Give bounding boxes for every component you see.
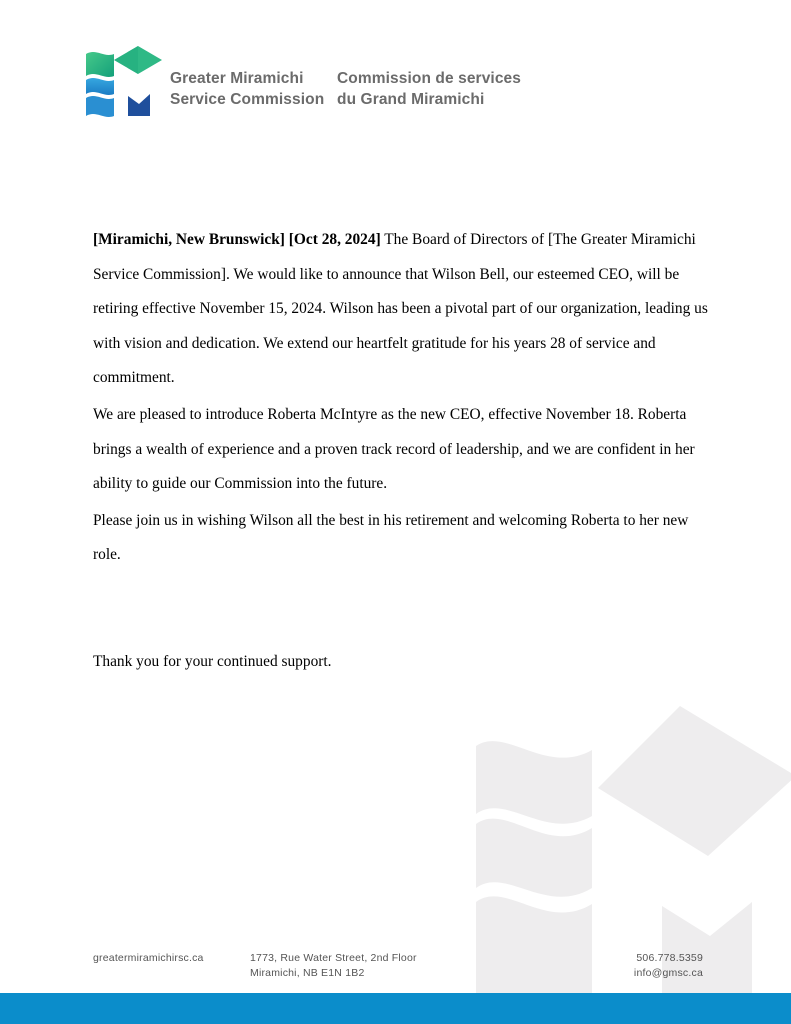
paragraph-announcement-text: The Board of Directors of [The Greater Miramichi Service Commission]. We would like to announce that Wilson Bell, our esteemed CEO, will be retiring effective November 15, 2024. Wilson has been a pivotal part of our organization, leading us with vision and dedication. We extend our heartfelt gratitude for his years 28 of service and commitment. [93,231,708,387]
dateline-place: [Miramichi, New Brunswick] [93,231,285,248]
org-name-english [170,68,324,110]
address-line-2: Miramichi, NB E1N 1B2 [250,967,365,979]
paragraph-announcement [93,223,713,396]
closing-line: Thank you for your continued support. [93,653,332,670]
dateline-date: [Oct 28, 2024] [288,231,381,248]
footer-address [250,951,417,981]
org-name-en-line2: Service Commission [170,91,325,108]
phone-number: 506.778.5359 [636,952,703,964]
paragraph-wishes: Please join us in wishing Wilson all the best in his retirement and welcoming Roberta to her new role. [93,511,689,564]
email-link[interactable]: info@gmsc.ca [633,967,703,979]
org-name-fr-line1: Commission de services [337,70,521,87]
org-name-fr-line2: du Grand Miramichi [337,91,485,108]
footer-color-bar [0,993,791,1024]
org-name-french [337,68,521,110]
footer-website [93,951,204,966]
footer-contact [634,951,703,981]
website-link[interactable]: greatermiramichirsc.ca [93,952,204,964]
paragraph-new-ceo: We are pleased to introduce Roberta McIntyre as the new CEO, effective November 18. Roberta brings a wealth of experience and a proven track record of leadership, and we are confident in her ability to guide our Commission into the future. [93,405,695,493]
address-line-1: 1773, Rue Water Street, 2nd Floor [250,952,417,964]
announcement-body [93,223,713,575]
org-name-en-line1: Greater Miramichi [170,70,304,87]
gmsc-logo-icon [84,44,164,120]
